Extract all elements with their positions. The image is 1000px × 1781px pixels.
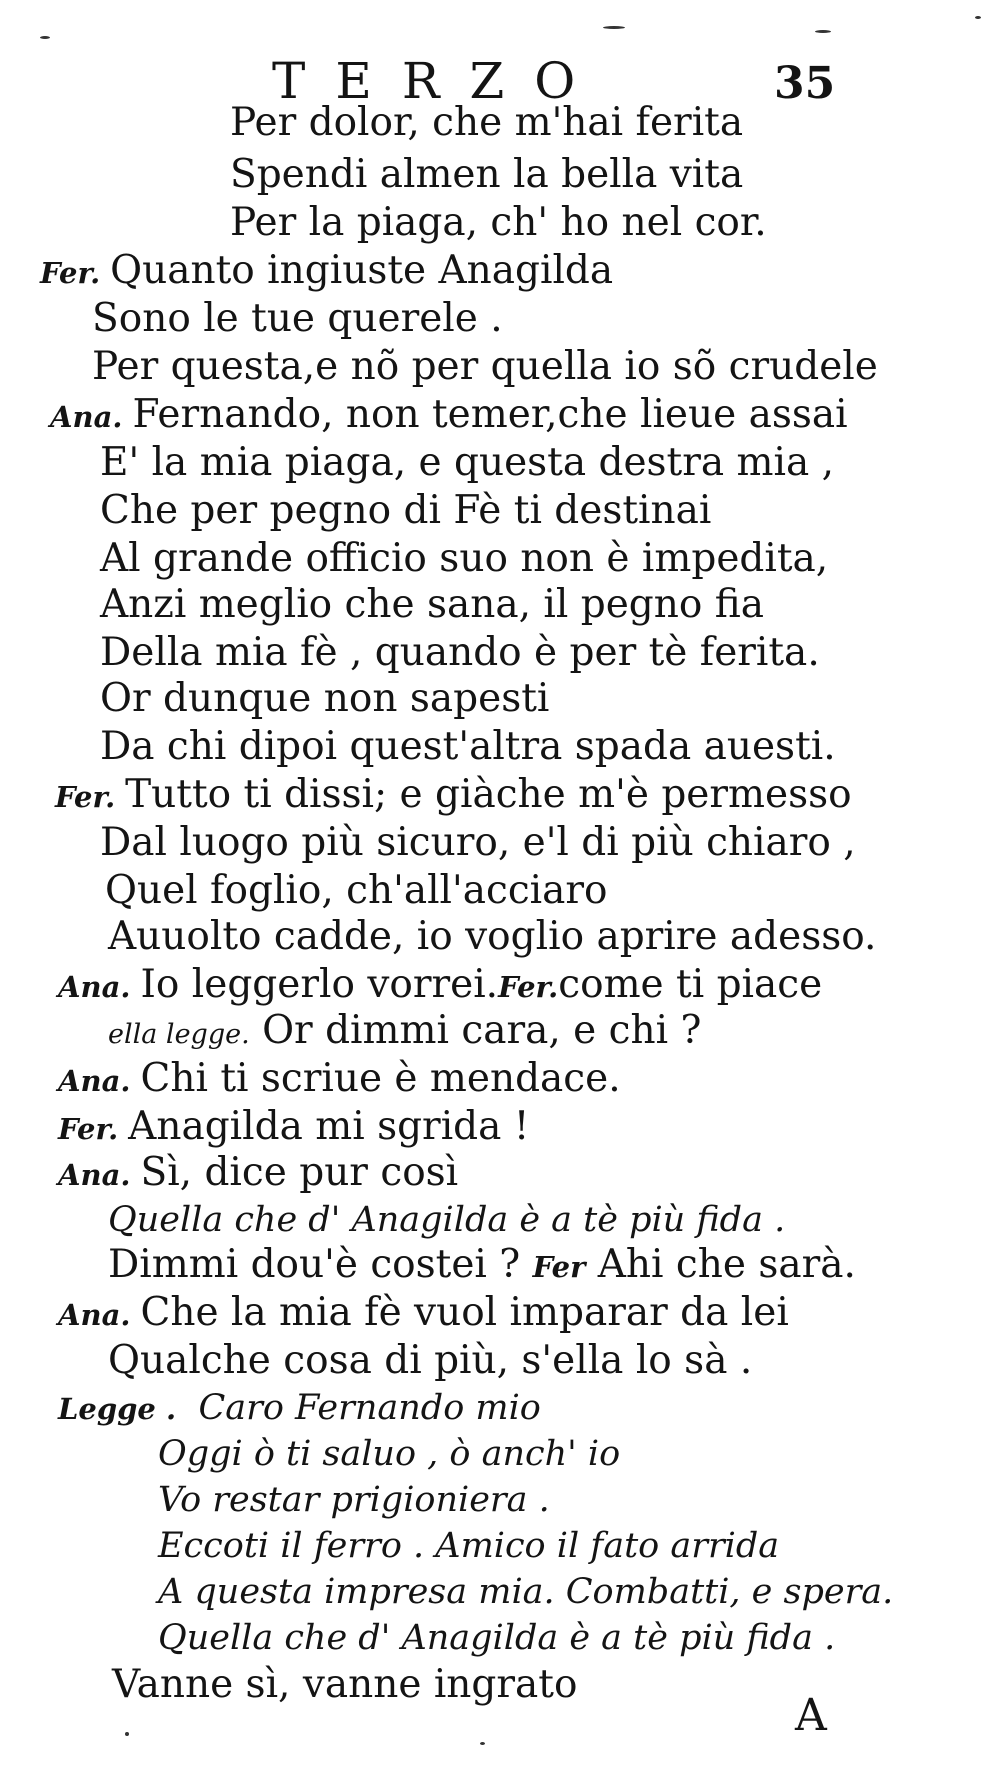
verse-line <box>92 296 503 342</box>
line-text: Che per pegno di Fè ti destinai <box>100 488 712 533</box>
speaker-label: Fer. <box>58 1112 119 1146</box>
line-text: Al grande officio suo non è impedita, <box>100 536 829 581</box>
verse-line <box>40 248 613 296</box>
verse-line <box>112 1662 577 1708</box>
line-text: Tutto ti dissi; e giàche m'è permesso <box>125 772 852 817</box>
page-number: 35 <box>774 58 836 109</box>
speaker-label: Fer. <box>55 780 116 814</box>
verse-line <box>100 440 834 486</box>
speaker-label: Ana. <box>58 1158 131 1192</box>
line-text: Anagilda mi sgrida ! <box>128 1104 530 1149</box>
line-text: Or dunque non sapesti <box>100 676 550 721</box>
verse-line <box>58 1056 621 1104</box>
verse-line <box>58 1384 541 1432</box>
line-text: Per questa,e nõ per quella io sõ crudele <box>92 344 878 389</box>
verse-line <box>108 1338 752 1384</box>
verse-line <box>230 152 743 198</box>
line-text: Dal luogo più sicuro, e'l di più chiaro , <box>100 820 856 865</box>
verse-line <box>55 772 852 820</box>
line-text: Sono le tue querele . <box>92 296 503 341</box>
line-text: Quel foglio, ch'all'acciaro <box>105 868 608 913</box>
scan-speck <box>975 16 981 19</box>
verse-line <box>108 1242 856 1290</box>
line-text: Per la piaga, ch' ho nel cor. <box>230 200 767 245</box>
running-title: TERZO <box>272 52 606 110</box>
verse-line <box>58 962 822 1010</box>
speaker-label: Ana. <box>58 970 131 1004</box>
verse-line <box>100 820 856 866</box>
line-text: Quanto ingiuste Anagilda <box>110 248 614 293</box>
line-text: Anzi meglio che sana, il pegno fia <box>100 582 765 627</box>
speaker-label: Ana. <box>50 400 123 434</box>
line-text: Ahi che sarà. <box>597 1242 856 1287</box>
scan-speck <box>603 26 625 29</box>
verse-line <box>158 1476 550 1523</box>
verse-line <box>58 1150 458 1198</box>
speaker-label: Ana. <box>58 1298 131 1332</box>
speaker-label: Fer. <box>498 970 559 1004</box>
verse-line <box>50 392 848 440</box>
letter-line: Eccoti il ferro . Amico il fato arrida <box>158 1526 780 1566</box>
catchword: A <box>795 1690 827 1741</box>
speaker-label: Fer <box>532 1250 586 1284</box>
verse-line <box>100 582 764 628</box>
verse-line <box>100 676 549 722</box>
verse-line <box>230 200 767 246</box>
quoted-letter-line: Quella che d' Anagilda è a tè più fida . <box>108 1200 786 1240</box>
letter-line: Vo restar prigioniera . <box>158 1480 550 1520</box>
verse-line <box>58 1290 789 1338</box>
stage-direction: ella legge. <box>108 1019 250 1050</box>
verse-line <box>100 536 828 582</box>
verse-line <box>58 1104 529 1152</box>
verse-line <box>158 1522 779 1569</box>
verse-line <box>100 488 711 534</box>
line-text: Or dimmi cara, e chi ? <box>262 1008 702 1053</box>
speaker-label: Legge . <box>58 1392 177 1426</box>
line-text: E' la mia piaga, e questa destra mia , <box>100 440 835 485</box>
verse-line <box>100 724 836 770</box>
scan-speck <box>480 1742 485 1745</box>
letter-line: Quella che d' Anagilda è a tè più fida . <box>158 1618 836 1658</box>
line-text: Auuolto cadde, io voglio aprire adesso. <box>108 914 877 959</box>
verse-line <box>92 344 878 390</box>
line-text: Spendi almen la bella vita <box>230 152 744 197</box>
verse-line <box>108 914 876 960</box>
line-text: Per dolor, che m'hai ferita <box>230 100 744 145</box>
letter-line: Caro Fernando mio <box>198 1388 541 1428</box>
scan-speck <box>125 1732 129 1736</box>
verse-line <box>100 630 820 676</box>
verse-line <box>230 100 743 146</box>
line-text: Qualche cosa di più, s'ella lo sà . <box>108 1338 753 1383</box>
line-text: Della mia fè , quando è per tè ferita. <box>100 630 820 675</box>
letter-line: A questa impresa mia. Combatti, e spera. <box>158 1572 894 1612</box>
line-text: Che la mia fè vuol imparar da lei <box>140 1290 789 1335</box>
line-text: Chi ti scriue è mendace. <box>140 1056 621 1101</box>
speaker-label: Ana. <box>58 1064 131 1098</box>
scan-speck <box>815 30 831 33</box>
line-text: Io leggerlo vorrei. <box>140 962 499 1007</box>
scan-speck <box>40 36 50 39</box>
verse-line <box>108 1196 785 1243</box>
line-text: come ti piace <box>558 962 823 1007</box>
line-text: Fernando, non temer,che lieue assai <box>132 392 848 437</box>
line-text: Da chi dipoi quest'altra spada auesti. <box>100 724 836 769</box>
verse-line <box>108 1008 701 1058</box>
line-text: Sì, dice pur così <box>140 1150 459 1195</box>
verse-line <box>158 1568 893 1615</box>
line-text: Vanne sì, vanne ingrato <box>112 1662 578 1707</box>
page-header <box>0 48 1000 108</box>
verse-line <box>158 1430 620 1477</box>
verse-line <box>158 1614 835 1661</box>
verse-line <box>105 868 608 914</box>
letter-line: Oggi ò ti saluo , ò anch' io <box>158 1434 621 1474</box>
speaker-label: Fer. <box>40 256 101 290</box>
line-text: Dimmi dou'è costei ? <box>108 1242 521 1287</box>
